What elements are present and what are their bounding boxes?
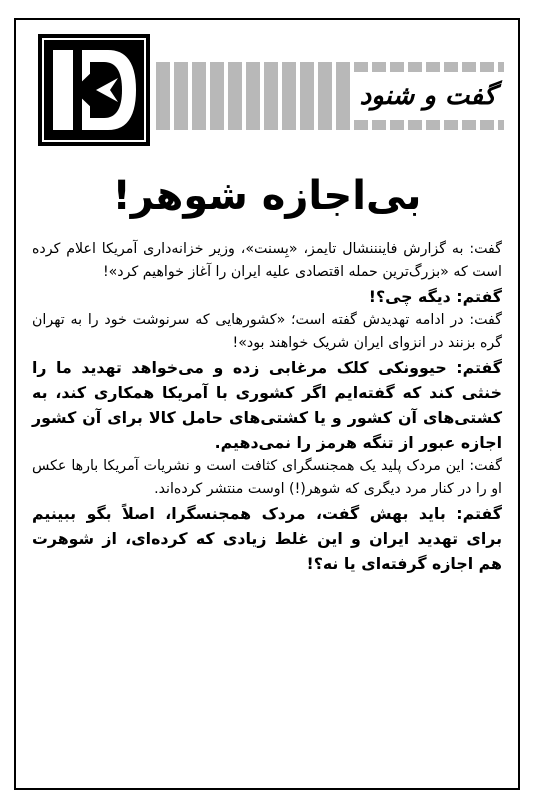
column-title: گفت و شنود: [352, 72, 504, 120]
paragraph-say: گفت: این مردک پلید یک همجنسگرای کثافت است و نشریات آمریکا بارها عکس او را در کنار مرد دیگری که شوهر(!) اوست منتشر کرده‌اند.: [32, 458, 502, 497]
paragraph-say: گفت: در ادامه تهدیدش گفته است؛ «کشورهایی که سرنوشت خود را به تهران گره بزنند در انزوای ایران شریک خواهند بود»!: [32, 312, 502, 351]
headline: بی‌اجازه شوهر!: [112, 173, 422, 219]
paragraph-reply: گفتم: حیوونکی کلک مرغابی زده و می‌خواهد تهدید ما را خنثی کند که گفته‌ایم اگر کشوری با آمریکا همکاری کند، به کشتی‌های آن کشور و یا کشتی‌های حامل کالا برای آن کشور اجازه عبور از تنگه هرمز را نمی‌دهیم.: [32, 358, 502, 452]
article-frame: [14, 18, 520, 790]
article-body: [32, 238, 502, 576]
paragraph-reply: گفتم: دیگه چی؟!: [368, 287, 502, 306]
paragraph-say: گفت: به گزارش فاینننشال تایمز، «بِسنت»، وزیر خزانه‌داری آمریکا اعلام کرده است که «بزرگ‌ترین حمله اقتصادی علیه ایران را آغاز خواهیم کرد»!: [32, 241, 502, 280]
logo-icon: [38, 34, 150, 146]
newspaper-logo-icon: [38, 34, 150, 146]
paragraph-reply: گفتم: باید بهش گفت، مردک همجنسگرا، اصلاً بگو ببینیم برای تهدید ایران و این غلط زیادی که کرده‌ای، از شوهرت هم اجازه گرفته‌ای یا نه؟!: [32, 504, 502, 573]
column-header: [16, 20, 518, 155]
